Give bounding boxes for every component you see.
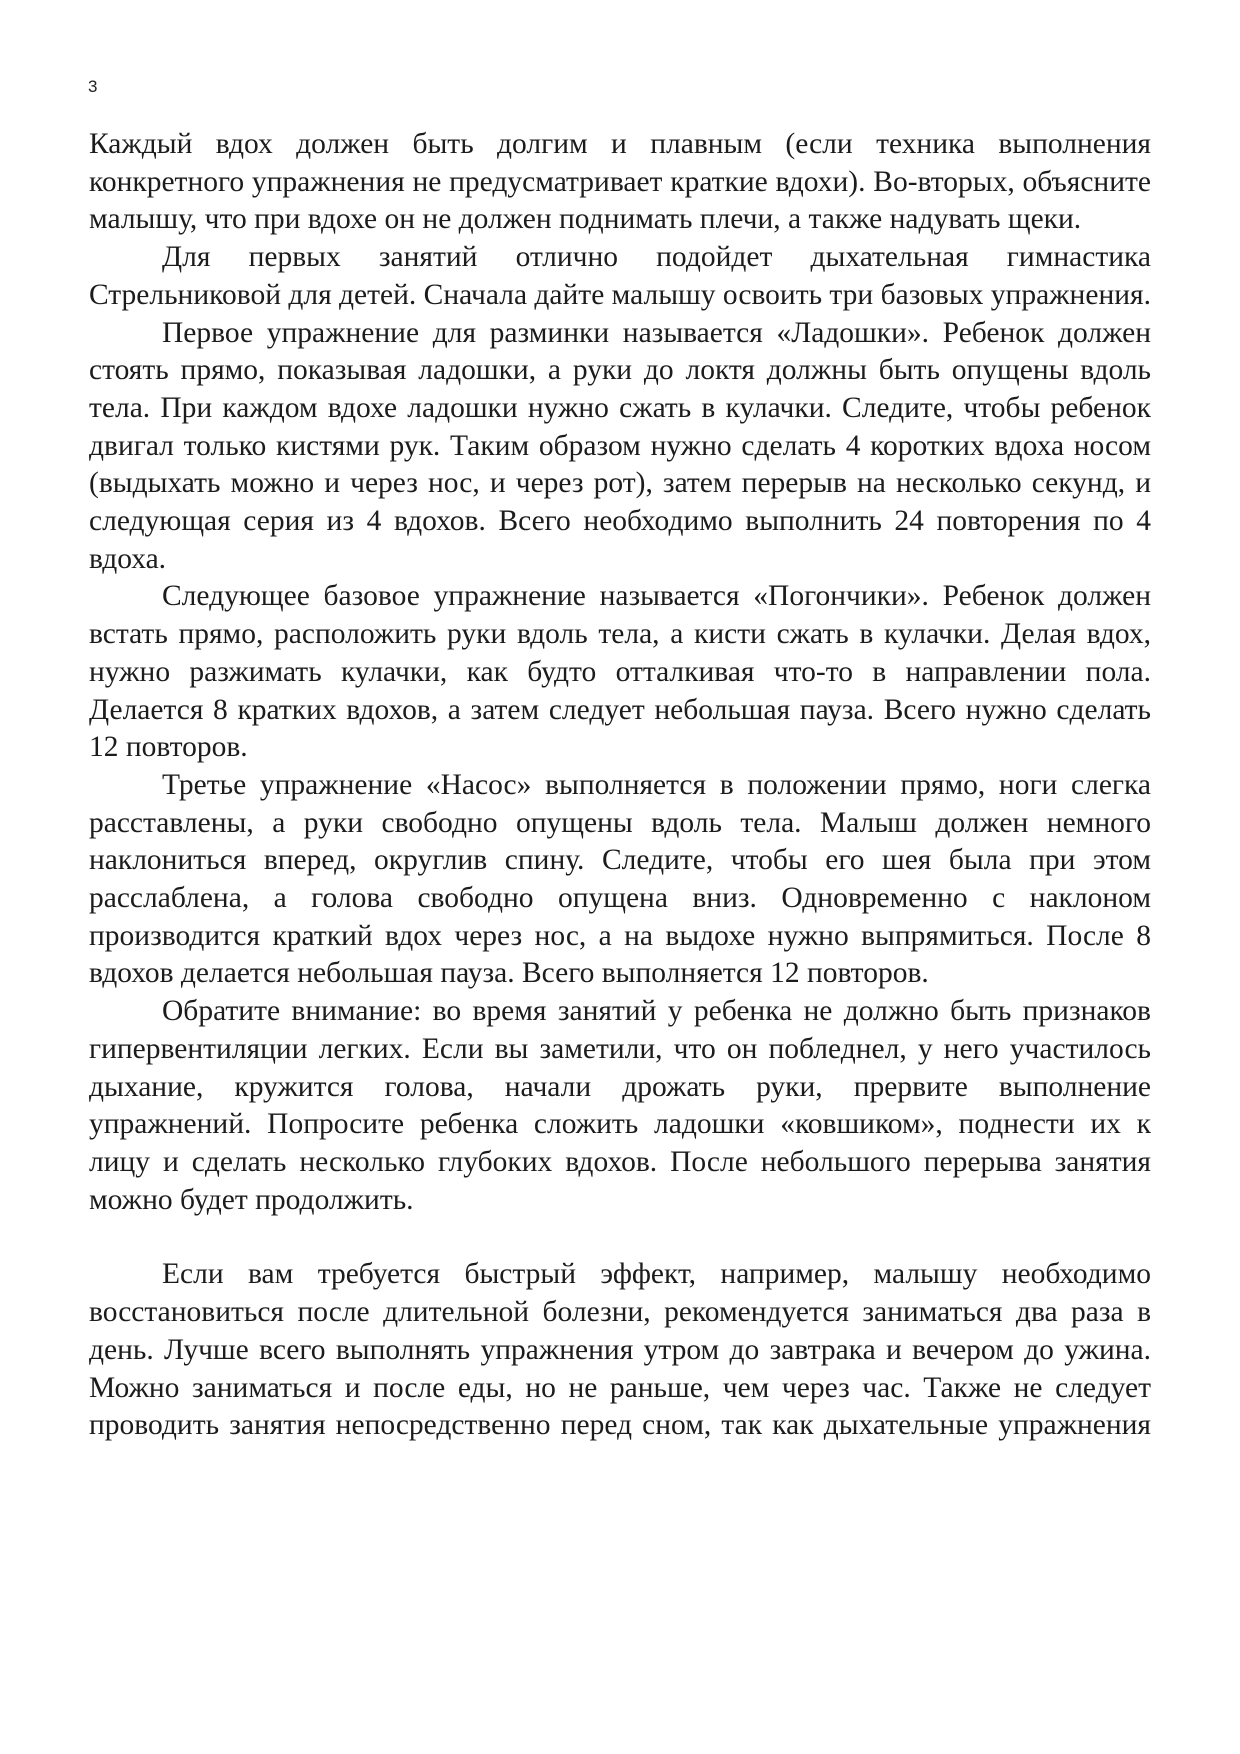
paragraph-exercise-pogonchiki: Следующее базовое упражнение называется «Погончики». Ребенок должен встать прямо, расположить руки вдоль тела, а кисти сжать в кулачки. Делая вдох, нужно разжимать кулачки, как будто отталкивая что-то в направлении пола. Делается 8 кратких вдохов, а затем следует небольшая пауза. Всего нужно сделать 12 повторов. xyxy=(89,580,1151,764)
page-number: 3 xyxy=(88,77,98,96)
paragraph-continuation: Каждый вдох должен быть долгим и плавным (если техника выполнения конкретного упражнения не предусматривает краткие вдохи). Во-вторых, объясните малышу, что при вдохе он не должен поднимать плечи, а также надувать щеки. xyxy=(89,128,1151,236)
paragraph-schedule: Если вам требуется быстрый эффект, например, малышу необходимо восстановиться после длительной болезни, рекомендуется заниматься два раза в день. Лучше всего выполнять упражнения утром до завтрака и вечером до ужина. Можно заниматься и после еды, но не раньше, чем через час. Также не следует проводить занятия непосредственно перед сном, так как дыхательные упражнения xyxy=(89,1258,1151,1442)
paragraph-strelnikova-intro: Для первых занятий отлично подойдет дыхательная гимнастика Стрельниковой для детей. Сначала дайте малышу освоить три базовых упражнения. xyxy=(89,241,1151,311)
paragraph-exercise-ladoshki: Первое упражнение для разминки называется «Ладошки». Ребенок должен стоять прямо, показывая ладошки, а руки до локтя должны быть опущены вдоль тела. При каждом вдохе ладошки нужно сжать в кулачки. Следите, чтобы ребенок двигал только кистями рук. Таким образом нужно сделать 4 коротких вдоха носом (выдыхать можно и через нос, и через рот), затем перерыв на несколько секунд, и следующая серия из 4 вдохов. Всего необходимо выполнить 24 повторения по 4 вдоха. xyxy=(89,316,1151,575)
paragraph-hyperventilation-warning: Обратите внимание: во время занятий у ребенка не должно быть признаков гипервентиляции легких. Если вы заметили, что он побледнел, у него участилось дыхание, кружится голова, начали дрожать руки, прервите выполнение упражнений. Попросите ребенка сложить ладошки «ковшиком», поднести их к лицу и сделать несколько глубоких вдохов. После небольшого перерыва занятия можно будет продолжить. xyxy=(89,995,1151,1216)
document-body xyxy=(89,126,1151,1445)
paragraph-exercise-nasos: Третье упражнение «Насос» выполняется в положении прямо, ноги слегка расставлены, а руки свободно опущены вдоль тела. Малыш должен немного наклониться вперед, округлив спину. Следите, чтобы его шея была при этом расслаблена, а голова свободно опущена вниз. Одновременно с наклоном производится краткий вдох через нос, а на выдохе нужно выпрямиться. После 8 вдохов делается небольшая пауза. Всего выполняется 12 повторов. xyxy=(89,768,1151,990)
